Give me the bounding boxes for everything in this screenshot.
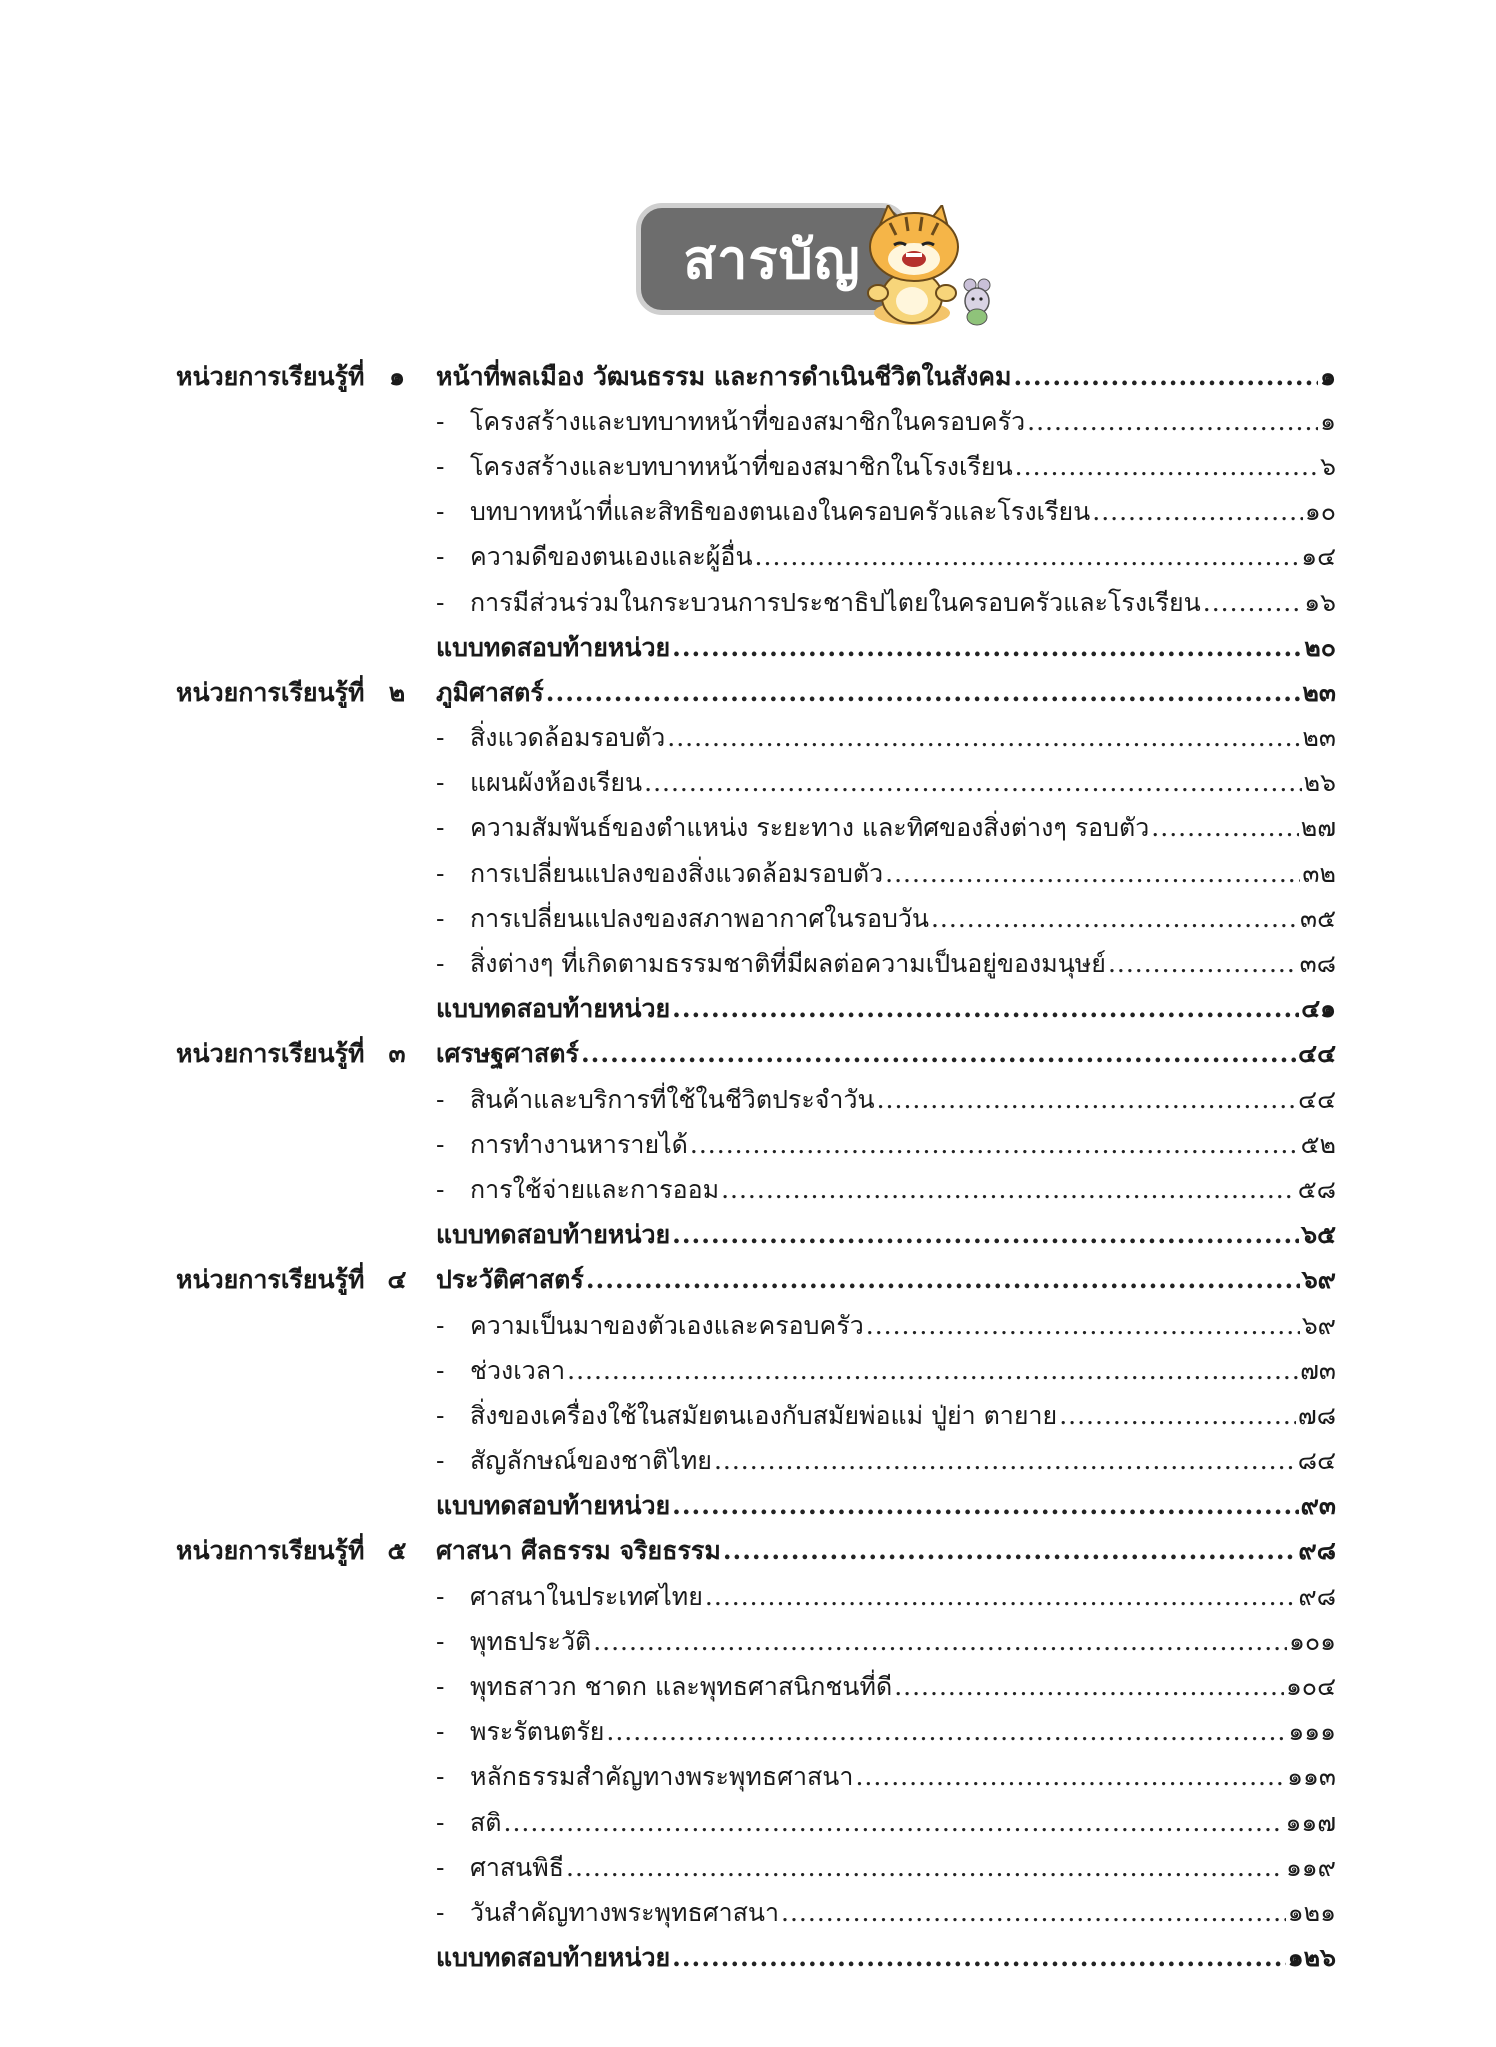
toc-entry-title: แบบทดสอบท้ายหน่วย xyxy=(436,994,671,1024)
toc-entry xyxy=(436,1034,1336,1074)
dot-leader xyxy=(866,1311,1300,1340)
toc-page-number: ๖๕ xyxy=(1301,1220,1336,1250)
dot-leader xyxy=(606,1717,1286,1746)
toc-topic-row[interactable] xyxy=(176,1890,1336,1935)
toc-page-number: ๑๐๔ xyxy=(1285,1672,1336,1702)
toc-entry xyxy=(436,1803,1336,1843)
toc-page-number: ๑๔ xyxy=(1301,542,1336,572)
toc-entry xyxy=(436,1351,1336,1391)
toc-entry xyxy=(436,1080,1336,1120)
toc-topic-row[interactable] xyxy=(176,1800,1336,1845)
toc-entry xyxy=(436,1260,1336,1300)
toc-entry-title: ช่วงเวลา xyxy=(470,1355,566,1385)
bullet-dash: - xyxy=(436,858,445,888)
bullet-dash: - xyxy=(436,1084,445,1114)
unit-label: หน่วยการเรียนรู้ที่ xyxy=(176,361,365,391)
dot-leader xyxy=(714,1446,1296,1475)
toc-entry xyxy=(436,1531,1336,1571)
toc-entry xyxy=(436,1486,1336,1526)
toc-page-number: ๓๒ xyxy=(1302,858,1336,888)
toc-page-number: ๑๑๓ xyxy=(1287,1762,1336,1792)
toc-entry xyxy=(436,763,1336,803)
toc-entry-title: พุทธประวัติ xyxy=(470,1626,592,1656)
toc-entry-title: ความสัมพันธ์ของตำแหน่ง ระยะทาง และทิศของสิ่งต่างๆ รอบตัว xyxy=(470,813,1150,843)
toc-entry-title: พระรัตนตรัย xyxy=(470,1717,605,1747)
bullet-dash: - xyxy=(436,1581,445,1611)
toc-topic-row[interactable] xyxy=(176,806,1336,851)
toc-entry-title: สิ่งแวดล้อมรอบตัว xyxy=(470,723,666,753)
toc-page-number: ๑๑๙ xyxy=(1285,1852,1336,1882)
toc-page-number: ๑๐ xyxy=(1304,497,1336,527)
toc-page-number: ๓๘ xyxy=(1299,949,1336,979)
page-title: สารบัญ xyxy=(683,228,861,291)
dot-leader xyxy=(672,994,1299,1023)
bullet-dash: - xyxy=(436,1672,445,1702)
toc-topic-row[interactable] xyxy=(176,1574,1336,1619)
toc-entry-title: แบบทดสอบท้ายหน่วย xyxy=(436,632,671,662)
toc-page-number: ๒๖ xyxy=(1303,768,1336,798)
toc-entry-title: การทำงานหารายได้ xyxy=(470,1129,688,1159)
bullet-dash: - xyxy=(436,1129,445,1159)
bullet-dash: - xyxy=(436,1897,445,1927)
dot-leader xyxy=(581,1039,1296,1068)
toc-entry xyxy=(436,537,1336,577)
toc-entry-title: โครงสร้างและบทบาทหน้าที่ของสมาชิกในโรงเรียน xyxy=(470,451,1013,481)
toc-entry xyxy=(436,492,1336,532)
toc-entry-title: โครงสร้างและบทบาทหน้าที่ของสมาชิกในครอบครัว xyxy=(470,406,1026,436)
toc-entry-title: ภูมิศาสตร์ xyxy=(436,677,544,707)
toc-entry-title: แผนผังห้องเรียน xyxy=(470,768,643,798)
toc-entry-title: สติ xyxy=(470,1807,502,1837)
toc-topic-row[interactable] xyxy=(176,1122,1336,1167)
toc-entry xyxy=(436,808,1336,848)
toc-test-row[interactable] xyxy=(176,1484,1336,1529)
dot-leader xyxy=(566,1853,1284,1882)
toc-entry xyxy=(436,628,1336,668)
toc-page-number: ๖๙ xyxy=(1301,1265,1336,1295)
toc-unit-row[interactable] xyxy=(176,670,1336,715)
toc-entry-title: แบบทดสอบท้ายหน่วย xyxy=(436,1491,671,1521)
dot-leader xyxy=(755,542,1300,571)
dot-leader xyxy=(567,1356,1298,1385)
toc-entry xyxy=(436,989,1336,1029)
toc-entry xyxy=(436,1125,1336,1165)
bullet-dash: - xyxy=(436,587,445,617)
toc-entry-title: พุทธสาวก ชาดก และพุทธศาสนิกชนที่ดี xyxy=(470,1672,893,1702)
bullet-dash: - xyxy=(436,1446,445,1476)
toc-entry xyxy=(436,1757,1336,1797)
toc-topic-row[interactable] xyxy=(176,1167,1336,1212)
dot-leader xyxy=(721,1175,1296,1204)
dot-leader xyxy=(1059,1401,1296,1430)
toc-topic-row[interactable] xyxy=(176,580,1336,625)
toc-page-number: ๒๓ xyxy=(1302,677,1336,707)
dot-leader xyxy=(690,1130,1299,1159)
toc-unit-row[interactable] xyxy=(176,1258,1336,1303)
unit-label: หน่วยการเรียนรู้ที่ xyxy=(176,677,365,707)
toc-topic-row[interactable] xyxy=(176,1619,1336,1664)
dot-leader xyxy=(672,1220,1299,1249)
unit-number: ๑ xyxy=(389,361,405,391)
toc-page-number: ๒๐ xyxy=(1304,632,1336,662)
toc-entry xyxy=(436,854,1336,894)
toc-entry-title: หน้าที่พลเมือง วัฒนธรรม และการดำเนินชีวิตในสังคม xyxy=(436,361,1012,391)
toc-entry-title: สิ่งของเครื่องใช้ในสมัยตนเองกับสมัยพ่อแม่ ปู่ย่า ตายาย xyxy=(470,1400,1058,1430)
toc-page-number: ๘๔ xyxy=(1297,1446,1336,1476)
toc-test-row[interactable] xyxy=(176,1936,1336,1981)
toc-entry xyxy=(436,1306,1336,1346)
toc-entry-title: ความดีของตนเองและผู้อื่น xyxy=(470,542,753,572)
bullet-dash: - xyxy=(436,949,445,979)
toc-entry xyxy=(436,899,1336,939)
toc-entry-title: สิ่งต่างๆ ที่เกิดตามธรรมชาติที่มีผลต่อความเป็นอยู่ของมนุษย์ xyxy=(470,949,1106,979)
dot-leader xyxy=(546,678,1301,707)
dot-leader xyxy=(894,1672,1284,1701)
dot-leader xyxy=(672,1943,1286,1972)
dot-leader xyxy=(781,1898,1286,1927)
bullet-dash: - xyxy=(436,451,445,481)
toc-entry-title: แบบทดสอบท้ายหน่วย xyxy=(436,1943,671,1973)
toc-page-number: ๓๕ xyxy=(1299,903,1336,933)
toc-entry-title: หลักธรรมสำคัญทางพระพุทธศาสนา xyxy=(470,1762,854,1792)
dot-leader xyxy=(667,723,1300,752)
dot-leader xyxy=(672,1491,1298,1520)
toc-page-number: ๑๖ xyxy=(1304,587,1336,617)
toc-unit-row[interactable] xyxy=(176,1032,1336,1077)
toc-topic-row[interactable] xyxy=(176,1077,1336,1122)
unit-label: หน่วยการเรียนรู้ที่ xyxy=(176,1536,365,1566)
toc-entry-title: บทบาทหน้าที่และสิทธิของตนเองในครอบครัวและโรงเรียน xyxy=(470,497,1091,527)
toc-entry-title: ศาสนพิธี xyxy=(470,1852,564,1882)
toc-entry-title: ศาสนา ศีลธรรม จริยธรรม xyxy=(436,1536,721,1566)
toc-topic-row[interactable] xyxy=(176,1348,1336,1393)
toc-test-row[interactable] xyxy=(176,1213,1336,1258)
toc-entry xyxy=(436,1938,1336,1978)
toc-unit-row[interactable] xyxy=(176,354,1336,399)
toc-entry xyxy=(436,583,1336,623)
toc-topic-row[interactable] xyxy=(176,1845,1336,1890)
dot-leader xyxy=(1108,949,1298,978)
toc-topic-row[interactable] xyxy=(176,490,1336,535)
toc-topic-row[interactable] xyxy=(176,1393,1336,1438)
toc-topic-row[interactable] xyxy=(176,1710,1336,1755)
toc-page-number: ๔๔ xyxy=(1298,1084,1336,1114)
bullet-dash: - xyxy=(436,1626,445,1656)
toc-topic-row[interactable] xyxy=(176,1439,1336,1484)
unit-label: หน่วยการเรียนรู้ที่ xyxy=(176,1039,365,1069)
toc-page-number: ๔๑ xyxy=(1301,994,1336,1024)
bullet-dash: - xyxy=(436,1310,445,1340)
toc-page-number: ๑๑๗ xyxy=(1285,1807,1336,1837)
toc-entry xyxy=(436,1441,1336,1481)
tiger-mascot-icon xyxy=(850,205,1000,330)
dot-leader xyxy=(705,1582,1296,1611)
toc-page-number: ๒๓ xyxy=(1302,723,1336,753)
dot-leader xyxy=(504,1808,1284,1837)
toc-entry xyxy=(436,1848,1336,1888)
toc-unit-row[interactable] xyxy=(176,1529,1336,1574)
unit-label: หน่วยการเรียนรู้ที่ xyxy=(176,1265,365,1295)
toc-page-number: ๖๙ xyxy=(1301,1310,1336,1340)
toc-entry-title: สินค้าและบริการที่ใช้ในชีวิตประจำวัน xyxy=(470,1084,875,1114)
toc-entry-title: ศาสนาในประเทศไทย xyxy=(470,1581,703,1611)
toc-topic-row[interactable] xyxy=(176,761,1336,806)
toc-entry xyxy=(436,357,1336,397)
toc-topic-row[interactable] xyxy=(176,851,1336,896)
toc-page-number: ๙๘ xyxy=(1298,1536,1336,1566)
dot-leader xyxy=(586,1265,1300,1294)
toc-page-number: ๒๗ xyxy=(1300,813,1336,843)
unit-number: ๕ xyxy=(387,1536,407,1566)
toc-entry-title: การใช้จ่ายและการออม xyxy=(470,1174,720,1204)
dot-leader xyxy=(593,1627,1287,1656)
toc-topic-row[interactable] xyxy=(176,444,1336,489)
dot-leader xyxy=(1027,407,1318,436)
table-of-contents xyxy=(176,354,1336,1981)
bullet-dash: - xyxy=(436,1717,445,1747)
toc-entry-title: ประวัติศาสตร์ xyxy=(436,1265,584,1295)
dot-leader xyxy=(885,859,1300,888)
toc-entry xyxy=(436,944,1336,984)
toc-topic-row[interactable] xyxy=(176,535,1336,580)
bullet-dash: - xyxy=(436,903,445,933)
toc-entry-title: วันสำคัญทางพระพุทธศาสนา xyxy=(470,1897,780,1927)
toc-page-number: ๑ xyxy=(1320,361,1336,391)
toc-entry-title: การมีส่วนร่วมในกระบวนการประชาธิปไตยในครอบครัวและโรงเรียน xyxy=(470,587,1201,617)
toc-entry-title: การเปลี่ยนแปลงของสภาพอากาศในรอบวัน xyxy=(470,903,929,933)
toc-page-number: ๑๐๑ xyxy=(1289,1626,1336,1656)
toc-entry xyxy=(436,1622,1336,1662)
toc-entry-title: ความเป็นมาของตัวเองและครอบครัว xyxy=(470,1310,864,1340)
toc-page-number: ๕๒ xyxy=(1300,1129,1336,1159)
toc-entry xyxy=(436,1712,1336,1752)
dot-leader xyxy=(1203,588,1302,617)
dot-leader xyxy=(672,633,1302,662)
toc-entry xyxy=(436,1170,1336,1210)
dot-leader xyxy=(1151,813,1298,842)
unit-number: ๒ xyxy=(388,677,406,707)
toc-topic-row[interactable] xyxy=(176,1303,1336,1348)
unit-number: ๔ xyxy=(387,1265,407,1295)
toc-page-number: ๑ xyxy=(1320,406,1336,436)
dot-leader xyxy=(855,1762,1285,1791)
toc-page-number: ๙๘ xyxy=(1298,1581,1336,1611)
toc-topic-row[interactable] xyxy=(176,1755,1336,1800)
dot-leader xyxy=(1015,452,1318,481)
bullet-dash: - xyxy=(436,1807,445,1837)
toc-page-number: ๑๒๑ xyxy=(1287,1897,1336,1927)
toc-entry-title: สัญลักษณ์ของชาติไทย xyxy=(470,1446,712,1476)
toc-topic-row[interactable] xyxy=(176,399,1336,444)
toc-page-number: ๑๒๖ xyxy=(1287,1943,1336,1973)
bullet-dash: - xyxy=(436,768,445,798)
toc-page-number: ๖ xyxy=(1320,451,1336,481)
toc-topic-row[interactable] xyxy=(176,1664,1336,1709)
toc-test-row[interactable] xyxy=(176,625,1336,670)
toc-entry-title: การเปลี่ยนแปลงของสิ่งแวดล้อมรอบตัว xyxy=(470,858,884,888)
toc-test-row[interactable] xyxy=(176,987,1336,1032)
bullet-dash: - xyxy=(436,1355,445,1385)
bullet-dash: - xyxy=(436,1762,445,1792)
toc-entry-title: เศรษฐศาสตร์ xyxy=(436,1039,579,1069)
toc-page-number: ๑๑๑ xyxy=(1288,1717,1336,1747)
dot-leader xyxy=(723,1536,1297,1565)
bullet-dash: - xyxy=(436,1174,445,1204)
bullet-dash: - xyxy=(436,542,445,572)
bullet-dash: - xyxy=(436,497,445,527)
toc-entry xyxy=(436,1667,1336,1707)
toc-entry xyxy=(436,718,1336,758)
toc-page-number: ๙๓ xyxy=(1300,1491,1336,1521)
toc-entry xyxy=(436,1893,1336,1933)
toc-entry xyxy=(436,1215,1336,1255)
toc-entry xyxy=(436,447,1336,487)
bullet-dash: - xyxy=(436,1400,445,1430)
dot-leader xyxy=(877,1085,1297,1114)
bullet-dash: - xyxy=(436,406,445,436)
toc-topic-row[interactable] xyxy=(176,896,1336,941)
toc-entry-title: แบบทดสอบท้ายหน่วย xyxy=(436,1220,671,1250)
page-title-banner xyxy=(636,203,1016,328)
toc-entry xyxy=(436,402,1336,442)
dot-leader xyxy=(1014,362,1319,391)
dot-leader xyxy=(644,768,1302,797)
toc-page-number: ๔๔ xyxy=(1298,1039,1336,1069)
toc-entry xyxy=(436,673,1336,713)
unit-number: ๓ xyxy=(388,1039,406,1069)
dot-leader xyxy=(931,904,1298,933)
toc-page-number: ๕๘ xyxy=(1297,1174,1336,1204)
bullet-dash: - xyxy=(436,1852,445,1882)
toc-page-number: ๗๓ xyxy=(1300,1355,1336,1385)
toc-topic-row[interactable] xyxy=(176,716,1336,761)
bullet-dash: - xyxy=(436,723,445,753)
bullet-dash: - xyxy=(436,813,445,843)
toc-entry xyxy=(436,1396,1336,1436)
toc-page-number: ๗๘ xyxy=(1297,1400,1336,1430)
toc-topic-row[interactable] xyxy=(176,941,1336,986)
dot-leader xyxy=(1092,497,1303,526)
toc-entry xyxy=(436,1577,1336,1617)
